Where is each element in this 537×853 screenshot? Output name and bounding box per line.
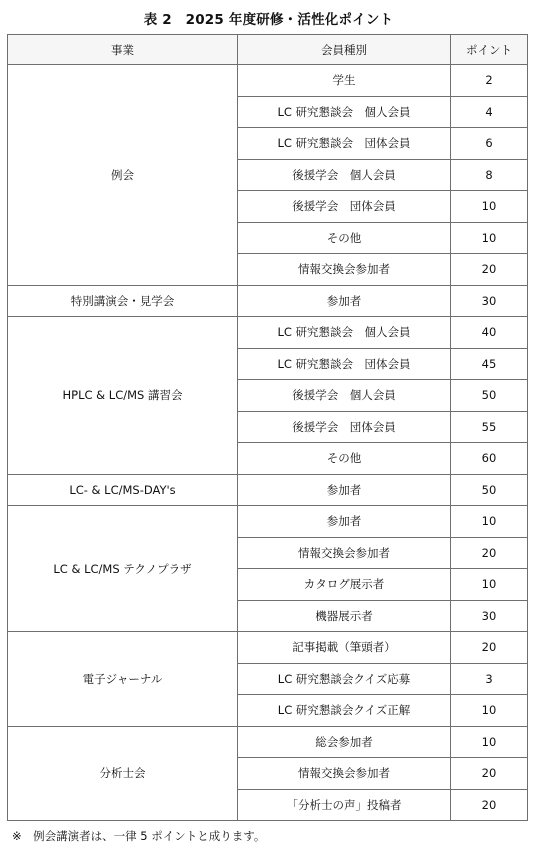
table-row bbox=[8, 317, 528, 349]
header-points: ポイント bbox=[451, 35, 528, 65]
member-type-cell: 「分析士の声」投稿者 bbox=[238, 789, 451, 821]
points-cell: 40 bbox=[451, 317, 528, 349]
business-cell: HPLC & LC/MS 講習会 bbox=[8, 317, 238, 475]
points-cell: 2 bbox=[451, 65, 528, 97]
member-type-cell: 後援学会 個人会員 bbox=[238, 380, 451, 412]
business-cell: 分析士会 bbox=[8, 726, 238, 821]
points-table bbox=[7, 34, 528, 821]
member-type-cell: 機器展示者 bbox=[238, 600, 451, 632]
member-type-cell: LC 研究懇談会クイズ応募 bbox=[238, 663, 451, 695]
points-cell: 20 bbox=[451, 758, 528, 790]
member-type-cell: LC 研究懇談会 個人会員 bbox=[238, 317, 451, 349]
table-row bbox=[8, 726, 528, 758]
member-type-cell: 後援学会 個人会員 bbox=[238, 159, 451, 191]
points-cell: 4 bbox=[451, 96, 528, 128]
points-cell: 20 bbox=[451, 789, 528, 821]
member-type-cell: LC 研究懇談会 団体会員 bbox=[238, 128, 451, 160]
member-type-cell: 参加者 bbox=[238, 285, 451, 317]
member-type-cell: 記事掲載（筆頭者） bbox=[238, 632, 451, 664]
points-cell: 10 bbox=[451, 695, 528, 727]
table-row bbox=[8, 285, 528, 317]
member-type-cell: 総会参加者 bbox=[238, 726, 451, 758]
footnote: ※ 例会講演者は、一律 5 ポイントと成ります。 bbox=[12, 829, 266, 843]
points-cell: 10 bbox=[451, 569, 528, 601]
table-row bbox=[8, 632, 528, 664]
member-type-cell: カタログ展示者 bbox=[238, 569, 451, 601]
member-type-cell: 参加者 bbox=[238, 506, 451, 538]
points-cell: 8 bbox=[451, 159, 528, 191]
business-cell: 例会 bbox=[8, 65, 238, 286]
points-cell: 10 bbox=[451, 222, 528, 254]
points-cell: 30 bbox=[451, 285, 528, 317]
points-cell: 20 bbox=[451, 632, 528, 664]
points-cell: 50 bbox=[451, 380, 528, 412]
member-type-cell: 情報交換会参加者 bbox=[238, 254, 451, 286]
business-cell: LC & LC/MS テクノプラザ bbox=[8, 506, 238, 632]
points-cell: 10 bbox=[451, 506, 528, 538]
table-row bbox=[8, 65, 528, 97]
points-cell: 6 bbox=[451, 128, 528, 160]
points-cell: 10 bbox=[451, 191, 528, 223]
member-type-cell: 参加者 bbox=[238, 474, 451, 506]
points-cell: 50 bbox=[451, 474, 528, 506]
table-body bbox=[8, 65, 528, 821]
member-type-cell: LC 研究懇談会クイズ正解 bbox=[238, 695, 451, 727]
header-business: 事業 bbox=[8, 35, 238, 65]
points-cell: 20 bbox=[451, 537, 528, 569]
header-row bbox=[8, 35, 528, 65]
table-row bbox=[8, 506, 528, 538]
member-type-cell: その他 bbox=[238, 222, 451, 254]
member-type-cell: 後援学会 団体会員 bbox=[238, 411, 451, 443]
business-cell: 特別講演会・見学会 bbox=[8, 285, 238, 317]
member-type-cell: その他 bbox=[238, 443, 451, 475]
header-member-type: 会員種別 bbox=[238, 35, 451, 65]
points-cell: 55 bbox=[451, 411, 528, 443]
business-cell: LC- & LC/MS-DAY's bbox=[8, 474, 238, 506]
table-title: 表 2 2025 年度研修・活性化ポイント bbox=[143, 12, 394, 28]
points-cell: 60 bbox=[451, 443, 528, 475]
member-type-cell: 後援学会 団体会員 bbox=[238, 191, 451, 223]
points-cell: 3 bbox=[451, 663, 528, 695]
member-type-cell: 情報交換会参加者 bbox=[238, 537, 451, 569]
table-row bbox=[8, 474, 528, 506]
business-cell: 電子ジャーナル bbox=[8, 632, 238, 727]
points-cell: 10 bbox=[451, 726, 528, 758]
member-type-cell: 情報交換会参加者 bbox=[238, 758, 451, 790]
member-type-cell: LC 研究懇談会 団体会員 bbox=[238, 348, 451, 380]
member-type-cell: LC 研究懇談会 個人会員 bbox=[238, 96, 451, 128]
points-cell: 30 bbox=[451, 600, 528, 632]
member-type-cell: 学生 bbox=[238, 65, 451, 97]
points-cell: 20 bbox=[451, 254, 528, 286]
points-cell: 45 bbox=[451, 348, 528, 380]
